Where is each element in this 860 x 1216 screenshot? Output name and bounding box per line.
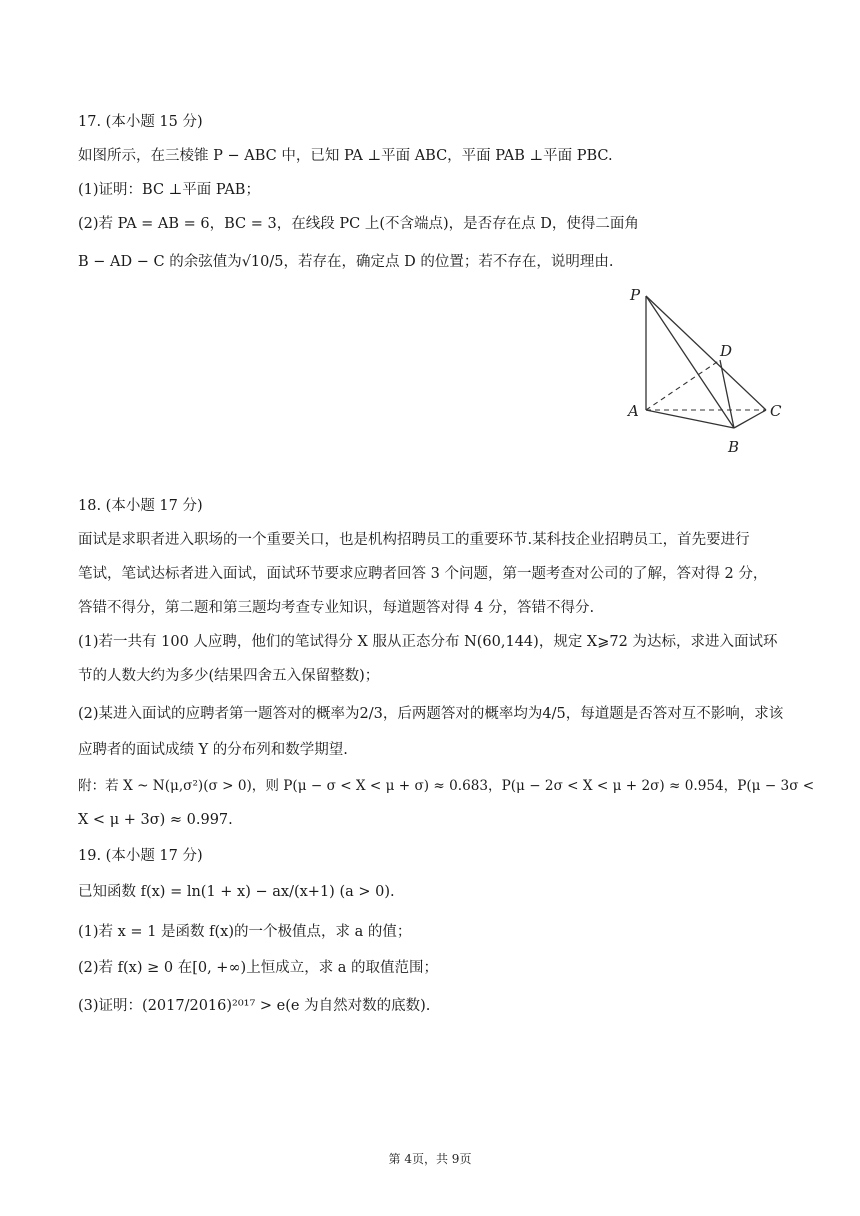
problem-19-header: 19. (本小题 17 分) [78, 848, 203, 864]
label-P: P [630, 286, 641, 304]
problem-18-line-4: (1)若一共有 100 人应聘，他们的笔试得分 X 服从正态分布 N(60,144)，规定 X⩾72 为达标，求进入面试环 [78, 634, 778, 650]
problem-18-line-2: 笔试，笔试达标者进入面试，面试环节要求应聘者回答 3 个问题，第一题考查对公司的了解，答对得 2 分， [78, 566, 768, 582]
label-D: D [720, 342, 733, 360]
label-A: A [628, 402, 639, 420]
page-footer: 第 4页，共 9页 [388, 1152, 472, 1166]
problem-17-line-1: 如图所示，在三棱锥 P − ABC 中，已知 PA ⊥平面 ABC，平面 PAB ⊥平面 PBC. [78, 148, 613, 164]
problem-19-line-1: 已知函数 f(x) = ln(1 + x) − ax/(x+1) (a > 0). [78, 884, 395, 900]
problem-17-line-3: (2)若 PA = AB = 6，BC = 3，在线段 PC 上(不含端点)，是否存在点 D，使得二面角 [78, 216, 639, 232]
tetrahedron-figure [620, 282, 790, 462]
label-C: C [770, 402, 782, 420]
problem-18-line-7: 应聘者的面试成绩 Y 的分布列和数学期望. [78, 742, 348, 758]
problem-17-line-2: (1)证明：BC ⊥平面 PAB； [78, 182, 260, 198]
problem-17-header: 17. (本小题 15 分) [78, 114, 203, 130]
problem-18-line-6: (2)某进入面试的应聘者第一题答对的概率为2/3，后两题答对的概率均为4/5，每道题是否答对互不影响，求该 [78, 706, 784, 722]
problem-19-line-4: (3)证明：(2017/2016)²⁰¹⁷ > e(e 为自然对数的底数). [78, 998, 431, 1014]
problem-18-line-8: 附：若 X ~ N(μ,σ²)(σ > 0)，则 P(μ − σ < X < μ + σ) ≈ 0.683，P(μ − 2σ < X < μ + 2σ) ≈ 0.954，P(μ − 3σ < [78, 778, 815, 794]
problem-19-line-2: (1)若 x = 1 是函数 f(x)的一个极值点，求 a 的值； [78, 924, 412, 940]
problem-19-line-3: (2)若 f(x) ≥ 0 在[0, +∞)上恒成立，求 a 的取值范围； [78, 960, 439, 976]
problem-18-line-3: 答错不得分，第二题和第三题均考查专业知识，每道题答对得 4 分，答错不得分. [78, 600, 595, 616]
problem-18-header: 18. (本小题 17 分) [78, 498, 203, 514]
problem-18-line-1: 面试是求职者进入职场的一个重要关口，也是机构招聘员工的重要环节.某科技企业招聘员工，首先要进行 [78, 532, 750, 548]
problem-18-line-9: X < μ + 3σ) ≈ 0.997. [78, 812, 233, 828]
problem-17-line-4: B − AD − C 的余弦值为√10/5，若存在，确定点 D 的位置；若不存在，说明理由. [78, 254, 614, 270]
label-B: B [728, 438, 740, 456]
problem-18-line-5: 节的人数大约为多少(结果四舍五入保留整数)； [78, 668, 380, 684]
